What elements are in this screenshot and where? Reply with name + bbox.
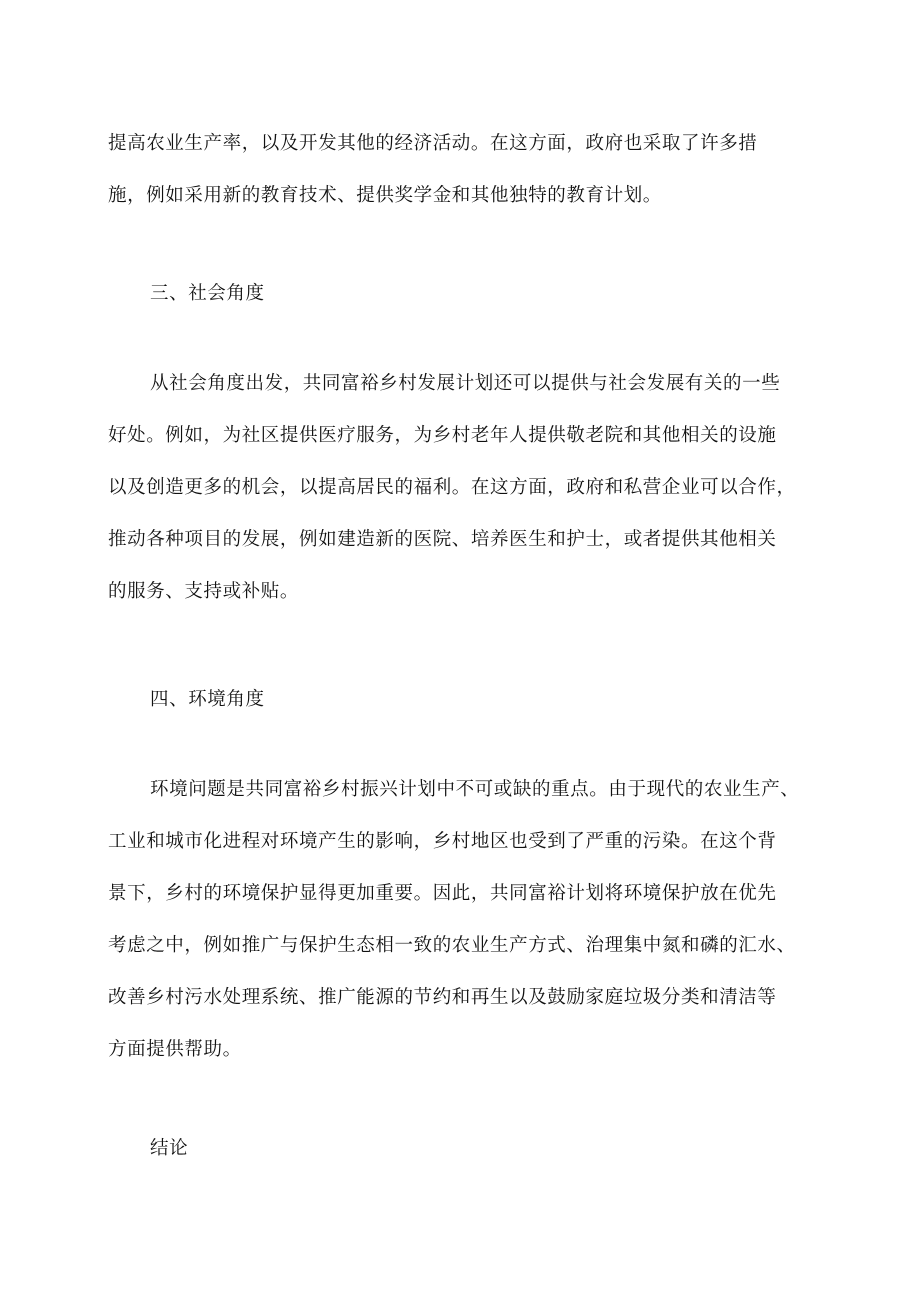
paragraph-line: 提高农业生产率，以及开发其他的经济活动。在这方面，政府也采取了许多措 xyxy=(108,133,758,154)
paragraph-line: 工业和城市化进程对环境产生的影响，乡村地区也受到了严重的污染。在这个背 xyxy=(108,831,777,852)
paragraph-line: 环境问题是共同富裕乡村振兴计划中不可或缺的重点。由于现代的农业生产、 xyxy=(150,779,800,800)
section-heading-conclusion: 结论 xyxy=(150,1138,189,1159)
paragraph-continued xyxy=(108,118,836,222)
section-heading-environment: 四、环境角度 xyxy=(150,689,265,710)
paragraph-social xyxy=(108,358,836,618)
paragraph-line: 好处。例如，为社区提供医疗服务，为乡村老年人提供敬老院和其他相关的设施 xyxy=(108,425,777,446)
paragraph-line: 方面提供帮助。 xyxy=(108,1039,242,1060)
paragraph-line: 改善乡村污水处理系统、推广能源的节约和再生以及鼓励家庭垃圾分类和清洁等 xyxy=(108,987,777,1008)
section-heading-social: 三、社会角度 xyxy=(150,283,265,304)
paragraph-line: 以及创造更多的机会，以提高居民的福利。在这方面，政府和私营企业可以合作， xyxy=(108,477,796,498)
paragraph-environment xyxy=(108,764,836,1076)
paragraph-line: 推动各种项目的发展，例如建造新的医院、培养医生和护士，或者提供其他相关 xyxy=(108,529,777,550)
paragraph-line: 景下，乡村的环境保护显得更加重要。因此，共同富裕计划将环境保护放在优先 xyxy=(108,883,777,904)
paragraph-line: 的服务、支持或补贴。 xyxy=(108,581,300,602)
paragraph-line: 施，例如采用新的教育技术、提供奖学金和其他独特的教育计划。 xyxy=(108,185,662,206)
paragraph-line: 考虑之中，例如推广与保护生态相一致的农业生产方式、治理集中氮和磷的汇水、 xyxy=(108,935,796,956)
paragraph-line: 从社会角度出发，共同富裕乡村发展计划还可以提供与社会发展有关的一些 xyxy=(150,373,781,394)
